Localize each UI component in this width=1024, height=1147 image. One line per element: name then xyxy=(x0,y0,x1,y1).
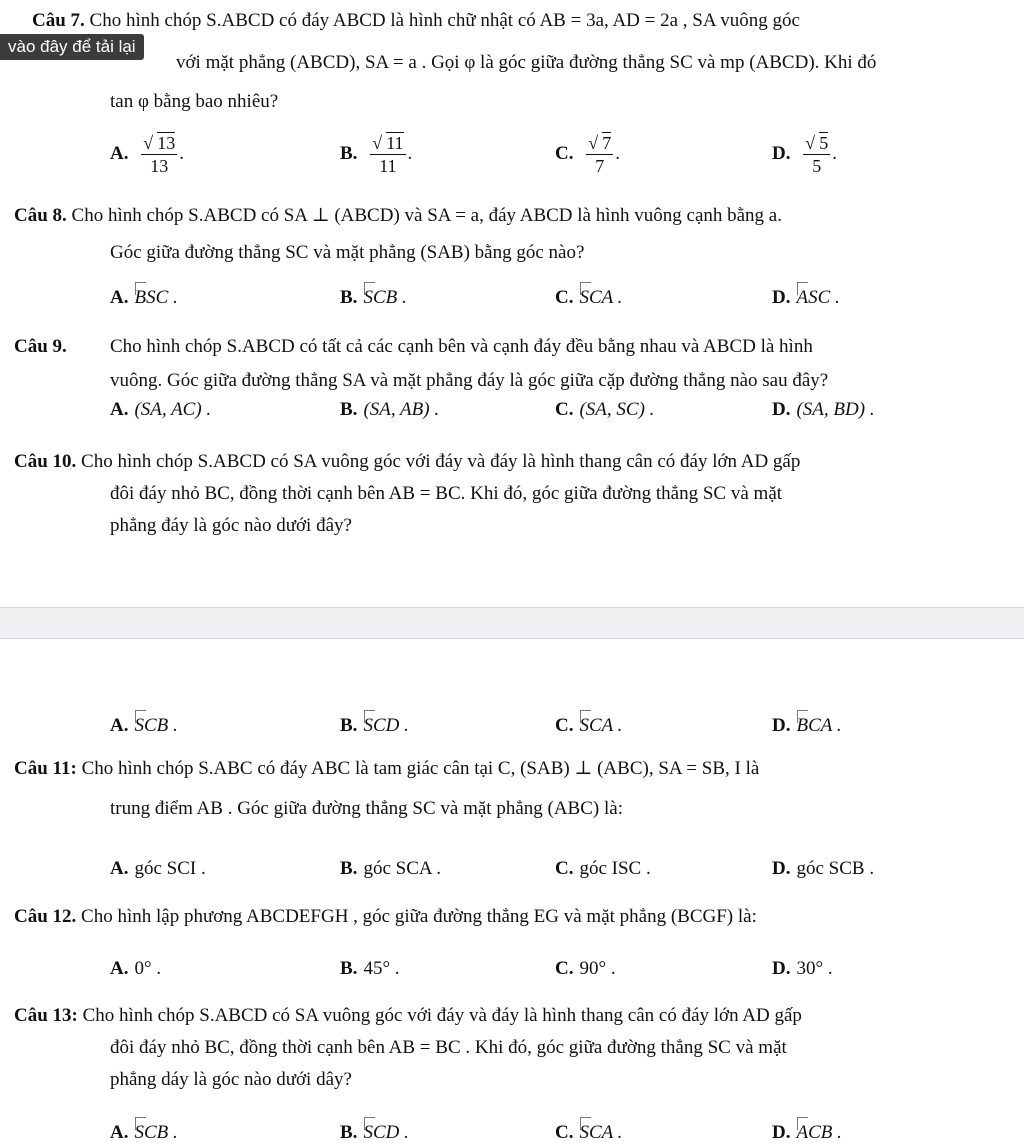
question-7-line3: tan φ bằng bao nhiêu? xyxy=(110,91,279,112)
q8-option-b[interactable]: B. SCB . xyxy=(340,285,407,311)
q9-option-b[interactable]: B. (SA, AB) . xyxy=(340,399,440,420)
q10-option-a[interactable]: A. SCB . xyxy=(110,713,178,739)
q13-option-b[interactable]: B. SCD . xyxy=(340,1120,409,1146)
q7-option-a[interactable]: A. √ $\frac{13}{13}$ . xyxy=(110,132,184,177)
q8-option-c[interactable]: C. SCA . xyxy=(555,285,622,311)
q13-option-c[interactable]: C. SCA . xyxy=(555,1120,622,1146)
question-13-line1: Cho hình chóp S.ABCD có SA vuông góc với đáy và đáy là hình thang cân có đáy lớn AD gấp xyxy=(82,1005,802,1026)
question-10-line2: đôi đáy nhỏ BC, đồng thời cạnh bên AB = BC. Khi đó, góc giữa đường thẳng SC và mặt xyxy=(110,483,783,504)
q10-option-d[interactable]: D. BCA . xyxy=(772,713,842,739)
question-13-line3: phẳng dáy là góc nào dưới dây? xyxy=(110,1069,352,1090)
question-8-line1: Cho hình chóp S.ABCD có SA ⊥ (ABCD) và SA = a, đáy ABCD là hình vuông cạnh bằng a. xyxy=(71,205,782,226)
question-8-line2: Góc giữa đường thẳng SC và mặt phẳng (SAB) bằng góc nào? xyxy=(110,242,585,263)
reload-banner[interactable]: vào đây để tải lại xyxy=(0,34,144,60)
question-8-label: Câu 8. xyxy=(14,205,67,226)
q9-option-c[interactable]: C. (SA, SC) . xyxy=(555,399,655,420)
q7-option-c[interactable]: C. √ $\frac{7}{7}$ . xyxy=(555,132,620,177)
q9-option-a[interactable]: A. (SA, AC) . xyxy=(110,399,212,420)
q11-option-d[interactable]: D. góc SCB . xyxy=(772,858,875,879)
q11-option-b[interactable]: B. góc SCA . xyxy=(340,858,442,879)
question-11-label: Câu 11: xyxy=(14,758,77,779)
question-10-label: Câu 10. xyxy=(14,451,77,472)
q13-option-d[interactable]: D. ACB . xyxy=(772,1120,842,1146)
question-11-line1: Cho hình chóp S.ABC có đáy ABC là tam giác cân tại C, (SAB) ⊥ (ABC), SA = SB, I là xyxy=(81,758,760,779)
q10-option-b[interactable]: B. SCD . xyxy=(340,713,409,739)
q13-option-a[interactable]: A. SCB . xyxy=(110,1120,178,1146)
q7-option-b[interactable]: B. √ $\frac{11}{11}$ . xyxy=(340,132,412,177)
section-separator xyxy=(0,607,1024,639)
question-7-line1: Cho hình chóp S.ABCD có đáy ABCD là hình chữ nhật có AB = 3a, AD = 2a , SA vuông góc xyxy=(89,10,800,31)
q12-option-a[interactable]: A. 0° . xyxy=(110,958,162,979)
q8-option-d[interactable]: D. ASC . xyxy=(772,285,840,311)
q7-option-d[interactable]: D. √ $\frac{5}{5}$ . xyxy=(772,132,837,177)
q11-option-a[interactable]: A. góc SCI . xyxy=(110,858,206,879)
question-9-line1: Cho hình chóp S.ABCD có tất cả các cạnh bên và cạnh đáy đều bằng nhau và ABCD là hình xyxy=(110,336,813,357)
q12-option-c[interactable]: C. 90° . xyxy=(555,958,616,979)
question-7-label: Câu 7. xyxy=(32,10,85,31)
question-13-line2: đôi đáy nhỏ BC, đồng thời cạnh bên AB = BC . Khi đó, góc giữa đường thẳng SC và mặt xyxy=(110,1037,787,1058)
q10-option-c[interactable]: C. SCA . xyxy=(555,713,622,739)
question-9-line2: vuông. Góc giữa đường thẳng SA và mặt phẳng đáy là góc giữa cặp đường thẳng nào sau đây? xyxy=(110,370,829,391)
question-13-label: Câu 13: xyxy=(14,1005,78,1026)
q12-option-d[interactable]: D. 30° . xyxy=(772,958,833,979)
question-10-line3: phẳng đáy là góc nào dưới đây? xyxy=(110,515,352,536)
question-11-line2: trung điểm AB . Góc giữa đường thẳng SC và mặt phẳng (ABC) là: xyxy=(110,798,623,819)
question-12-label: Câu 12. xyxy=(14,906,77,927)
question-12-line1: Cho hình lập phương ABCDEFGH , góc giữa đường thẳng EG và mặt phẳng (BCGF) là: xyxy=(81,906,757,927)
question-9-label: Câu 9. xyxy=(14,336,67,357)
question-7-line2: với mặt phẳng (ABCD), SA = a . Gọi φ là góc giữa đường thẳng SC và mp (ABCD). Khi đó xyxy=(176,52,877,73)
question-10-line1: Cho hình chóp S.ABCD có SA vuông góc với đáy và đáy là hình thang cân có đáy lớn AD gấp xyxy=(81,451,801,472)
q9-option-d[interactable]: D. (SA, BD) . xyxy=(772,399,875,420)
q8-option-a[interactable]: A. BSC . xyxy=(110,285,178,311)
q11-option-c[interactable]: C. góc ISC . xyxy=(555,858,651,879)
q12-option-b[interactable]: B. 45° . xyxy=(340,958,400,979)
